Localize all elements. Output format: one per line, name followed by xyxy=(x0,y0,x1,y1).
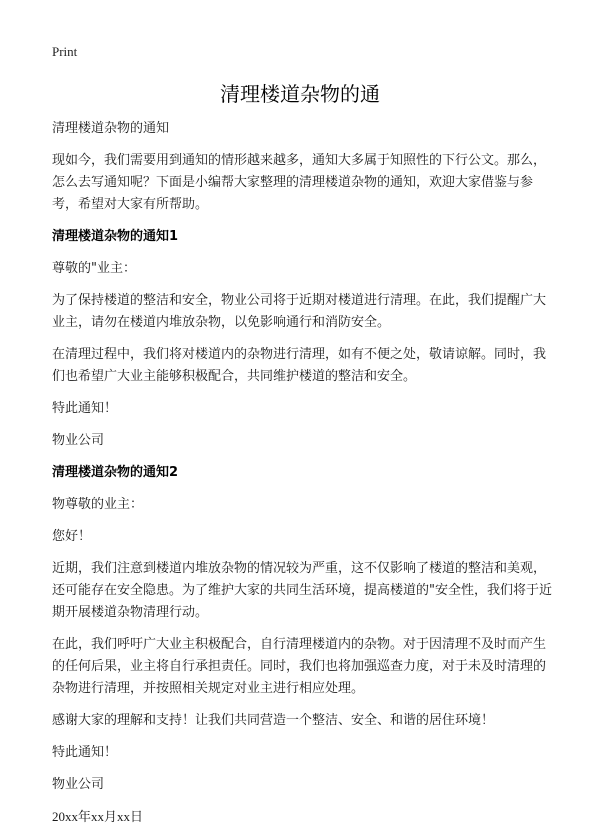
notice2-paragraph-1: 近期，我们注意到楼道内堆放杂物的情况较为严重，这不仅影响了楼道的整洁和美观，还可能存在安全隐患。为了维护大家的共同生活环境，提高楼道的"安全性，我们将于近期开展楼道杂物清理行动。 xyxy=(52,561,552,620)
intro-paragraph: 现如今，我们需要用到通知的情形越来越多，通知大多属于知照性的下行公文。那么，怎么去写通知呢？下面是小编帮大家整理的清理楼道杂物的通知，欢迎大家借鉴与参考，希望对大家有所帮助。 xyxy=(52,153,547,212)
notice2-signature: 物业公司 xyxy=(52,777,105,792)
notice2-paragraph-2: 在此，我们呼吁广大业主积极配合，自行清理楼道内的杂物。对于因清理不及时而产生的任何后果，业主将自行承担责任。同时，我们也将加强巡查力度，对于未及时清理的杂物进行清理，并按照相关规定对业主进行相应处理。 xyxy=(52,637,547,696)
notice2-greeting: 您好！ xyxy=(52,529,92,544)
notice2-paragraph-3: 感谢大家的理解和支持！让我们共同营造一个整洁、安全、和谐的居住环境！ xyxy=(52,713,495,728)
notice2-salutation: 物尊敬的业主： xyxy=(52,497,144,512)
notice1-signature: 物业公司 xyxy=(52,433,105,448)
notice2-date: 20xx年xx月xx日 xyxy=(52,809,144,824)
print-link[interactable]: Print xyxy=(52,44,78,59)
document-title: 清理楼道杂物的通 xyxy=(220,82,380,106)
notice1-salutation: 尊敬的"业主： xyxy=(52,261,136,276)
notice2-closing: 特此通知！ xyxy=(52,745,118,760)
notice1-closing: 特此通知！ xyxy=(52,401,118,416)
notice1-heading: 清理楼道杂物的通知1 xyxy=(52,229,179,244)
intro-title: 清理楼道杂物的通知 xyxy=(52,121,170,136)
notice1-paragraph-2: 在清理过程中，我们将对楼道内的杂物进行清理，如有不便之处，敬请谅解。同时，我们也希望广大业主能够积极配合，共同维护楼道的整洁和安全。 xyxy=(52,347,547,384)
notice1-paragraph-1: 为了保持楼道的整洁和安全，物业公司将于近期对楼道进行清理。在此，我们提醒广大业主，请勿在楼道内堆放杂物，以免影响通行和消防安全。 xyxy=(52,293,547,330)
notice2-heading: 清理楼道杂物的通知2 xyxy=(52,465,179,480)
document-body xyxy=(52,118,558,838)
